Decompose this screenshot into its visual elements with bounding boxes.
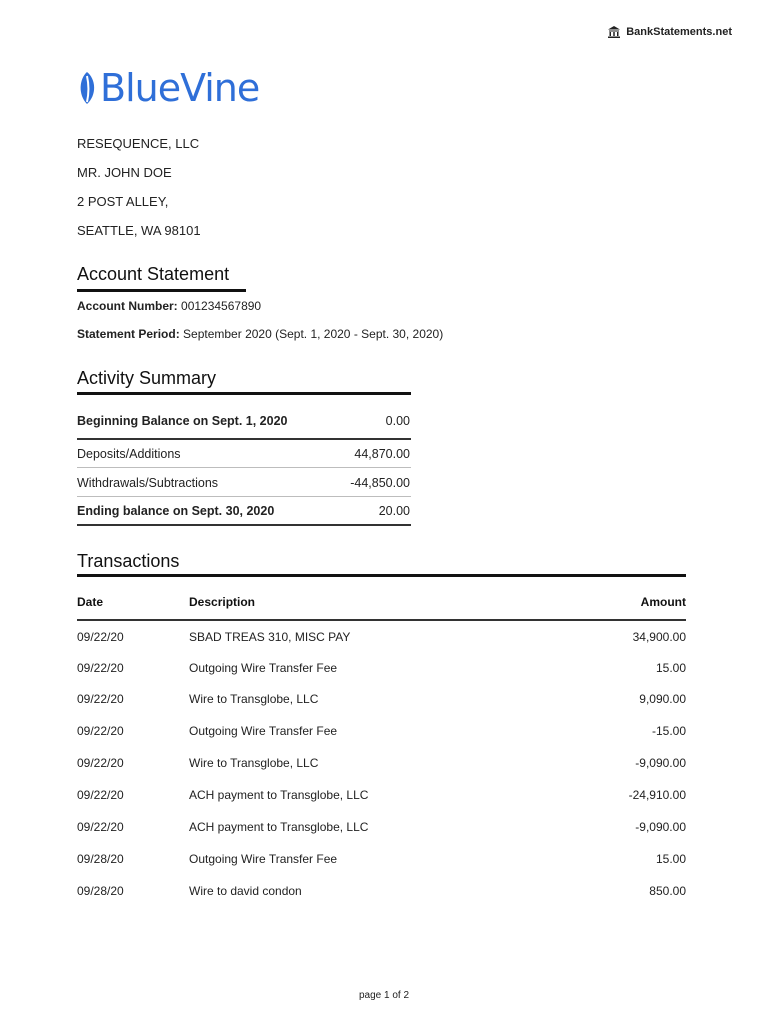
watermark-text: BankStatements.net bbox=[626, 26, 732, 38]
transaction-description: Outgoing Wire Transfer Fee bbox=[189, 852, 338, 866]
watermark bbox=[607, 25, 732, 39]
transaction-date: 09/28/20 bbox=[77, 852, 124, 866]
transaction-amount: 15.00 bbox=[655, 852, 686, 866]
leaf-icon bbox=[76, 69, 98, 107]
transactions-header-rule bbox=[77, 619, 686, 621]
transactions-underline bbox=[77, 574, 686, 577]
transaction-description: Outgoing Wire Transfer Fee bbox=[189, 661, 338, 675]
logo-text: BlueVine bbox=[100, 66, 260, 110]
account-number-label: Account Number: bbox=[77, 299, 178, 313]
account-number-value: 001234567890 bbox=[181, 299, 262, 313]
transaction-date: 09/22/20 bbox=[77, 630, 124, 644]
transaction-amount: -9,090.00 bbox=[635, 756, 686, 770]
city-state-zip: SEATTLE, WA 98101 bbox=[77, 223, 201, 238]
transaction-date: 09/28/20 bbox=[77, 884, 124, 898]
transaction-amount: 15.00 bbox=[655, 661, 686, 675]
transaction-date: 09/22/20 bbox=[77, 756, 124, 770]
transaction-date: 09/22/20 bbox=[77, 724, 124, 738]
column-header-amount: Amount bbox=[640, 595, 686, 609]
column-header-date: Date bbox=[77, 595, 104, 609]
transaction-amount: 9,090.00 bbox=[639, 692, 686, 706]
transaction-description: ACH payment to Transglobe, LLC bbox=[189, 820, 369, 834]
summary-value-deposits: 44,870.00 bbox=[354, 447, 410, 461]
summary-value-beginning: 0.00 bbox=[385, 414, 410, 428]
activity-summary-title: Activity Summary bbox=[77, 368, 217, 388]
statement-period-label: Statement Period: bbox=[77, 327, 180, 341]
summary-value-ending: 20.00 bbox=[378, 504, 410, 518]
transaction-description: Outgoing Wire Transfer Fee bbox=[189, 724, 338, 738]
account-number-row bbox=[77, 299, 261, 313]
summary-bottom-rule bbox=[77, 524, 411, 526]
transaction-amount: 34,900.00 bbox=[632, 630, 686, 644]
transaction-date: 09/22/20 bbox=[77, 692, 124, 706]
transaction-amount: -9,090.00 bbox=[635, 820, 686, 834]
statement-period-row bbox=[77, 327, 443, 341]
transaction-amount: 850.00 bbox=[649, 884, 686, 898]
statement-period-value: September 2020 (Sept. 1, 2020 - Sept. 30, 2020) bbox=[183, 327, 444, 341]
street-address: 2 POST ALLEY, bbox=[77, 194, 169, 209]
bluevine-logo bbox=[76, 66, 259, 110]
summary-divider bbox=[77, 496, 411, 497]
transaction-date: 09/22/20 bbox=[77, 788, 124, 802]
summary-label-withdrawals: Withdrawals/Subtractions bbox=[77, 476, 219, 490]
company-name: RESEQUENCE, LLC bbox=[77, 136, 200, 151]
summary-divider bbox=[77, 467, 411, 468]
activity-summary-underline bbox=[77, 392, 411, 395]
transaction-description: Wire to Transglobe, LLC bbox=[189, 692, 319, 706]
summary-label-deposits: Deposits/Additions bbox=[77, 447, 181, 461]
column-header-description: Description bbox=[189, 595, 256, 609]
transaction-description: SBAD TREAS 310, MISC PAY bbox=[189, 630, 351, 644]
transaction-amount: -15.00 bbox=[651, 724, 686, 738]
transaction-date: 09/22/20 bbox=[77, 661, 124, 675]
transaction-description: Wire to Transglobe, LLC bbox=[189, 756, 319, 770]
transactions-title: Transactions bbox=[77, 551, 180, 571]
summary-label-ending: Ending balance on Sept. 30, 2020 bbox=[77, 504, 275, 518]
transaction-description: Wire to david condon bbox=[189, 884, 302, 898]
page-number: page 1 of 2 bbox=[358, 990, 410, 1001]
transaction-date: 09/22/20 bbox=[77, 820, 124, 834]
summary-value-withdrawals: -44,850.00 bbox=[350, 476, 410, 490]
summary-label-beginning: Beginning Balance on Sept. 1, 2020 bbox=[77, 414, 288, 428]
transaction-amount: -24,910.00 bbox=[628, 788, 686, 802]
contact-name: MR. JOHN DOE bbox=[77, 165, 172, 180]
account-statement-underline bbox=[77, 289, 246, 292]
bank-icon bbox=[607, 25, 621, 39]
transaction-description: ACH payment to Transglobe, LLC bbox=[189, 788, 369, 802]
account-statement-title: Account Statement bbox=[77, 264, 230, 284]
summary-divider bbox=[77, 438, 411, 440]
